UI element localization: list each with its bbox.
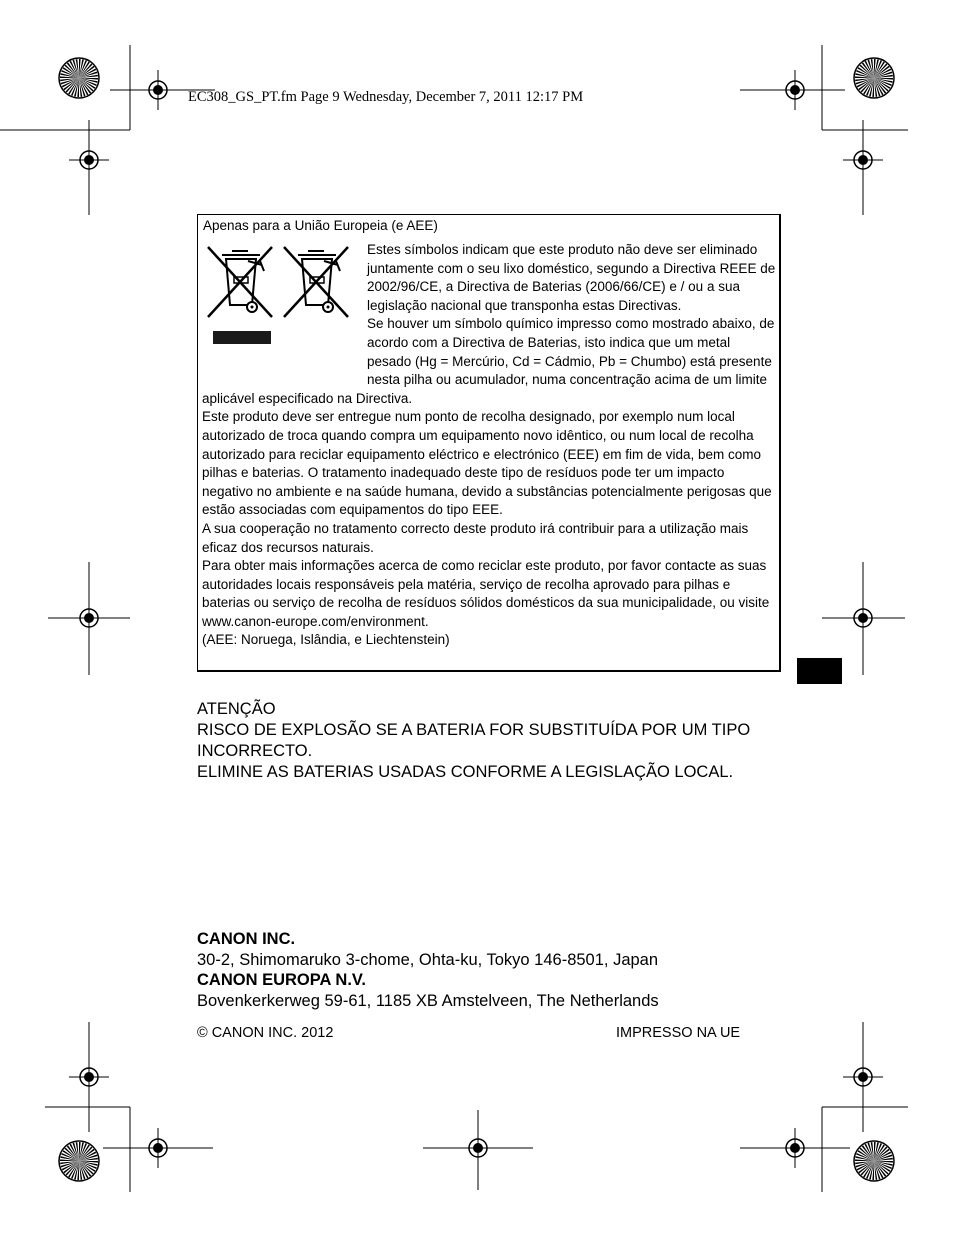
star-target-ray (60, 73, 79, 78)
star-target-ray (868, 60, 874, 78)
star-target-ray (874, 1161, 893, 1166)
weee-paragraph: Este produto deve ser entregue num ponto de recolha designado, por exemplo num local autorizado de troca quando compra um equipamento novo idêntico, ou num local de recolha autorizado para reciclar equipamento eléctrico e electrónico (EEE) em fim de vida, bem como pilhas e baterias. O tratamento inadequado deste tipo de resíduos pode ter um impacto negativo no ambiente e na saúde humana, devido a substâncias potencialmente perigosas que estão associadas com equipamentos do tipo EEE. (202, 409, 772, 518)
star-target-ray (61, 70, 79, 78)
star-target-ray (77, 78, 79, 97)
star-target-ray (874, 1155, 892, 1161)
registration-dot (153, 85, 163, 95)
star-target-ray (79, 1142, 84, 1161)
star-target-ray (862, 62, 874, 78)
star-target-ray (63, 67, 79, 78)
star-target-ray (63, 78, 79, 90)
registration-mark (80, 609, 98, 627)
star-target-ray (67, 1145, 79, 1161)
star-target-ray (871, 59, 874, 78)
company-name: CANON INC. (197, 930, 296, 948)
star-target-ray (76, 59, 79, 78)
star-target-ray (79, 78, 95, 89)
registration-dot (153, 1143, 163, 1153)
star-target-ray (79, 78, 97, 86)
star-target-ray (63, 1161, 79, 1173)
star-target-ray (79, 1161, 95, 1172)
star-target-ray (855, 1156, 874, 1161)
star-target-ray (859, 65, 874, 78)
warning-heading: ATENÇÃO (197, 700, 276, 718)
star-target-ray (874, 78, 893, 80)
star-target-ray (64, 65, 79, 78)
weee-paragraph: Estes símbolos indicam que este produto não deve ser eliminado juntamente com o seu lixo doméstico, segundo a Directiva REEE de 2002/96/CE, a Directiva de Baterias (2006/66/CE) e / ou a sua legislação nacional que transponha estas Directivas. (367, 242, 776, 313)
star-target-ray (874, 75, 893, 78)
star-target-ray (60, 1159, 79, 1161)
star-target-ray (66, 1161, 79, 1176)
star-target-ray (874, 78, 880, 96)
weee-paragraph: Para obter mais informações acerca de como reciclar este produto, por favor contacte as suas autoridades locais responsáveis pela matéria, serviço de recolha aprovado para pilhas e baterias ou serviço de recolha de resíduos sólidos domésticos da sua municipalidade, ou visite www.canon-europe.com/environment. (202, 558, 770, 629)
star-target-ray (68, 1161, 79, 1177)
star-target-ray (62, 78, 79, 88)
battery-warning (197, 699, 797, 783)
star-target-ray (855, 1159, 874, 1161)
star-target-ray (79, 78, 98, 80)
registration-mark (786, 1139, 804, 1157)
star-target-ray (874, 69, 891, 79)
weee-paragraph: Se houver um símbolo químico impresso como mostrado abaixo, de acordo com a Directiva de Baterias, isto indica que um metal pesado (Hg = Mercúrio, Cd = Cádmio, Pb = Chumbo) está presente nesta pilha ou acumulador, numa concentração acima de um limite aplicável especificado na Directiva. (202, 316, 775, 406)
star-target-ray (874, 1143, 882, 1161)
star-target-ray (61, 78, 79, 84)
star-target-ray (868, 1143, 874, 1161)
registration-mark (469, 1139, 487, 1157)
star-target-ray (874, 1152, 891, 1162)
star-target-ray (79, 78, 85, 96)
registration-mark (786, 81, 804, 99)
star-target-ray (60, 78, 79, 81)
registration-mark (854, 609, 872, 627)
star-target-ray (874, 1142, 876, 1161)
star-target-ray (79, 1161, 98, 1166)
star-target-ray (61, 1161, 79, 1167)
registration-dot (858, 155, 868, 165)
star-target-ray (855, 1161, 874, 1164)
star-target-ray (856, 78, 874, 84)
registration-dot (84, 1072, 94, 1082)
star-target-ray (79, 72, 97, 78)
star-target-ray (79, 78, 91, 94)
star-target-ray (859, 1148, 874, 1161)
warning-line: RISCO DE EXPLOSÃO SE A BATERIA FOR SUBSTITUÍDA POR UM TIPO INCORRECTO. (197, 721, 751, 760)
registration-mark (854, 1068, 872, 1086)
star-target-ray (871, 1142, 874, 1161)
star-target-ray (76, 1142, 79, 1161)
star-target-ray (874, 1142, 879, 1161)
registration-dot (473, 1143, 483, 1153)
star-target-ray (874, 1145, 885, 1161)
star-target-mark (59, 58, 99, 98)
registration-dot (790, 1143, 800, 1153)
star-target-ray (79, 62, 90, 78)
star-target-ray (855, 73, 874, 78)
star-target-ray (857, 1161, 874, 1171)
star-target-ray (874, 66, 890, 78)
star-target-ray (874, 1161, 893, 1163)
star-target-ray (63, 1150, 79, 1161)
star-target-ray (64, 1148, 79, 1161)
star-target-ray (856, 1161, 874, 1167)
star-target-ray (874, 1161, 890, 1172)
registration-dot (84, 155, 94, 165)
star-target-ray (60, 76, 79, 78)
star-target-ray (874, 59, 879, 78)
star-target-ray (874, 78, 884, 95)
star-target-ray (874, 1146, 887, 1161)
star-target-ray (874, 78, 890, 89)
star-target-ray (67, 62, 79, 78)
registration-dot (858, 1072, 868, 1082)
star-target-ray (79, 63, 92, 78)
star-target-ray (79, 1161, 91, 1177)
star-target-mark (854, 1141, 894, 1181)
star-target-ray (855, 76, 874, 78)
star-target-ray (68, 78, 79, 94)
weee-paragraph: (AEE: Noruega, Islândia, e Liechtenstein) (202, 632, 450, 648)
star-target-ray (874, 60, 882, 78)
star-target-ray (874, 78, 889, 91)
star-target-ray (79, 1158, 98, 1161)
star-target-ray (70, 61, 80, 78)
star-target-ray (79, 75, 98, 78)
star-target-ray (73, 60, 79, 78)
star-target-ray (874, 1161, 880, 1179)
star-target-ray (874, 1158, 893, 1161)
star-target-ray (79, 1143, 87, 1161)
star-target-ray (856, 1153, 874, 1161)
star-target-ray (79, 78, 98, 83)
star-target-ray (874, 1161, 877, 1180)
weee-paragraph: A sua cooperação no tratamento correcto deste produto irá contribuir para a utilização mais eficaz dos recursos naturais. (202, 520, 749, 555)
star-target-ray (863, 78, 874, 94)
printed-in-notice: IMPRESSO NA UE (616, 1025, 741, 1041)
registration-mark (149, 1139, 167, 1157)
star-target-ray (874, 1161, 886, 1177)
star-target-ray (861, 1161, 874, 1176)
star-target-ray (866, 1161, 874, 1179)
star-target-ray (874, 72, 892, 78)
star-target-ray (861, 78, 874, 93)
star-target-ray (866, 78, 874, 96)
star-target-ray (79, 1149, 95, 1161)
company-addresses (197, 929, 797, 1011)
star-target-ray (74, 78, 79, 97)
star-target-ray (79, 1161, 89, 1178)
star-target-ray (70, 1144, 80, 1161)
star-target-ray (74, 1161, 79, 1180)
star-target-ray (858, 1161, 874, 1173)
star-target-ray (77, 1161, 79, 1180)
star-target-mark (854, 58, 894, 98)
star-target-ray (858, 78, 874, 90)
company-name: CANON EUROPA N.V. (197, 971, 366, 990)
company-address: Bovenkerkerweg 59-61, 1185 XB Amstelveen, The Netherlands (197, 991, 659, 1010)
star-target-ray (62, 1161, 79, 1171)
section-tab-marker (797, 658, 842, 684)
star-target-ray (874, 78, 886, 94)
registration-mark (80, 1068, 98, 1086)
star-target-ray (872, 1161, 874, 1180)
star-target-ray (874, 1149, 890, 1161)
star-target-ray (865, 61, 875, 78)
star-target-ray (874, 62, 885, 78)
star-target-ray (79, 1152, 96, 1162)
star-target-ray (79, 59, 84, 78)
symbol-spacer (202, 241, 367, 386)
star-target-ray (60, 1161, 79, 1164)
star-target-ray (874, 78, 893, 83)
star-target-ray (869, 1161, 874, 1180)
star-target-ray (61, 1153, 79, 1161)
star-target-ray (60, 1156, 79, 1161)
weee-notice-text (202, 241, 778, 650)
star-target-ray (73, 1143, 79, 1161)
star-target-ray (79, 78, 94, 91)
star-target-ray (79, 78, 82, 97)
file-info-header: EC308_GS_PT.fm Page 9 Wednesday, December 7, 2011 12:17 PM (188, 89, 584, 105)
star-target-ray (71, 1161, 79, 1179)
star-target-ray (79, 1161, 94, 1174)
weee-notice-box (197, 214, 781, 672)
star-target-mark (59, 1141, 99, 1181)
weee-notice-title: Apenas para a União Europeia (e AEE) (203, 218, 438, 233)
star-target-ray (858, 67, 874, 78)
star-target-ray (865, 1144, 875, 1161)
star-target-ray (79, 1145, 90, 1161)
star-target-ray (874, 1161, 892, 1169)
star-target-ray (79, 66, 95, 78)
star-target-ray (874, 59, 876, 78)
registration-mark (80, 151, 98, 169)
star-target-ray (874, 78, 877, 97)
copyright-notice: © CANON INC. 2012 (197, 1025, 334, 1041)
star-target-ray (79, 60, 87, 78)
star-target-ray (863, 1161, 874, 1177)
registration-mark (854, 151, 872, 169)
star-target-ray (79, 59, 81, 78)
star-target-ray (869, 78, 874, 97)
registration-mark (149, 81, 167, 99)
star-target-ray (66, 78, 79, 93)
star-target-ray (79, 1155, 97, 1161)
star-target-ray (71, 78, 79, 96)
star-target-ray (79, 78, 89, 95)
star-target-ray (79, 1161, 82, 1180)
star-target-ray (855, 78, 874, 81)
star-target-ray (874, 63, 887, 78)
company-address: 30-2, Shimomaruko 3-chome, Ohta-ku, Tokyo 146-8501, Japan (197, 950, 659, 969)
star-target-ray (862, 1145, 874, 1161)
registration-dot (858, 613, 868, 623)
star-target-ray (874, 1161, 884, 1178)
star-target-ray (79, 69, 96, 79)
star-target-ray (79, 1161, 97, 1169)
star-target-ray (856, 70, 874, 78)
star-target-ray (79, 1146, 92, 1161)
star-target-ray (872, 78, 874, 97)
star-target-ray (858, 1150, 874, 1161)
star-target-ray (857, 78, 874, 88)
star-target-ray (79, 1142, 81, 1161)
warning-line: ELIMINE AS BATERIAS USADAS CONFORME A LEGISLAÇÃO LOCAL. (197, 763, 734, 781)
star-target-ray (874, 1161, 889, 1174)
registration-dot (84, 613, 94, 623)
star-target-ray (79, 1161, 98, 1163)
registration-dot (790, 85, 800, 95)
star-target-ray (79, 1161, 85, 1179)
star-target-ray (874, 78, 892, 86)
